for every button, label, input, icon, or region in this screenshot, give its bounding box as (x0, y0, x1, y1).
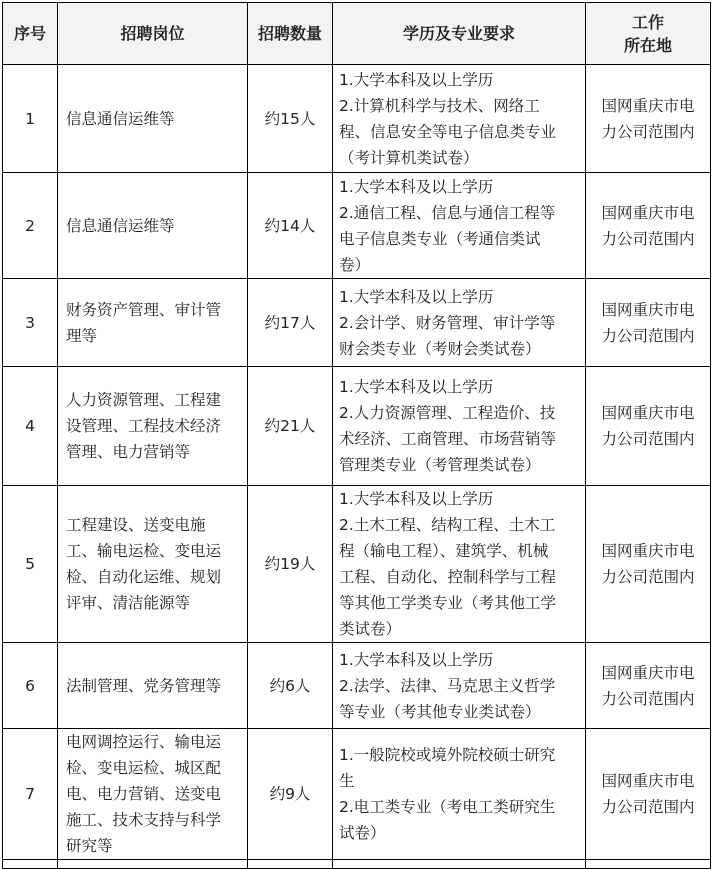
header-position: 招聘岗位 (58, 3, 248, 65)
row-requirements: 1.大学本科及以上学历 2.人力资源管理、工程造价、技 术经济、工商管理、市场营销等 管理类专业（考管理类试卷） (333, 367, 586, 486)
row-requirements: 1.大学本科及以上学历 2.通信工程、信息与通信工程等 电子信息类专业（考通信类试 卷） (333, 173, 586, 279)
row-index: 2 (3, 173, 58, 279)
row-position: 电网调控运行、输电运 检、变电运检、城区配 电、电力营销、送变电 施工、技术支持与科学 研究等 (58, 729, 248, 860)
header-index: 序号 (3, 3, 58, 65)
row-count: 约17人 (248, 279, 333, 367)
row-count: 约15人 (248, 65, 333, 173)
table-row (3, 729, 711, 860)
row-position: 财务资产管理、审计管 理等 (58, 279, 248, 367)
header-location-line1: 工作 (631, 12, 664, 32)
row-count: 约19人 (248, 486, 333, 643)
table-row-partial (3, 860, 711, 869)
header-location-line2: 所在地 (623, 35, 672, 55)
recruitment-table (2, 2, 711, 869)
row-index: 1 (3, 65, 58, 173)
row-index: 4 (3, 367, 58, 486)
row-index: 3 (3, 279, 58, 367)
header-row (3, 3, 711, 65)
row-count: 约6人 (248, 643, 333, 729)
table-row (3, 643, 711, 729)
table-row (3, 367, 711, 486)
row-requirements: 1.大学本科及以上学历 2.法学、法律、马克思主义哲学 等专业（考其他专业类试卷） (333, 643, 586, 729)
row-position: 工程建设、送变电施 工、输电运检、变电运 检、自动化运维、规划 评审、清洁能源等 (58, 486, 248, 643)
row-requirements: 1.大学本科及以上学历 2.计算机科学与技术、网络工 程、信息安全等电子信息类专业 （考计算机类试卷） (333, 65, 586, 173)
row-location: 国网重庆市电 力公司范围内 (586, 729, 711, 860)
row-requirements: 1.大学本科及以上学历 2.土木工程、结构工程、土木工 程（输电工程）、建筑学、机械 工程、自动化、控制科学与工程 等其他工学类专业（考其他工学 类试卷） (333, 486, 586, 643)
table-row (3, 65, 711, 173)
row-position: 信息通信运维等 (58, 65, 248, 173)
table-row (3, 279, 711, 367)
row-count: 约9人 (248, 729, 333, 860)
header-count: 招聘数量 (248, 3, 333, 65)
table-row (3, 486, 711, 643)
header-requirements: 学历及专业要求 (333, 3, 586, 65)
row-location: 国网重庆市电 力公司范围内 (586, 65, 711, 173)
row-position: 人力资源管理、工程建 设管理、工程技术经济 管理、电力营销等 (58, 367, 248, 486)
row-position: 信息通信运维等 (58, 173, 248, 279)
row-count: 约21人 (248, 367, 333, 486)
row-location: 国网重庆市电 力公司范围内 (586, 279, 711, 367)
row-index: 6 (3, 643, 58, 729)
row-location: 国网重庆市电 力公司范围内 (586, 367, 711, 486)
row-requirements: 1.大学本科及以上学历 2.会计学、财务管理、审计学等 财会类专业（考财会类试卷） (333, 279, 586, 367)
header-location (586, 3, 711, 65)
row-count: 约14人 (248, 173, 333, 279)
row-location: 国网重庆市电 力公司范围内 (586, 486, 711, 643)
row-position: 法制管理、党务管理等 (58, 643, 248, 729)
row-requirements: 1.一般院校或境外院校硕士研究 生 2.电工类专业（考电工类研究生 试卷） (333, 729, 586, 860)
table-row (3, 173, 711, 279)
row-location: 国网重庆市电 力公司范围内 (586, 643, 711, 729)
row-location: 国网重庆市电 力公司范围内 (586, 173, 711, 279)
row-index: 7 (3, 729, 58, 860)
row-index: 5 (3, 486, 58, 643)
